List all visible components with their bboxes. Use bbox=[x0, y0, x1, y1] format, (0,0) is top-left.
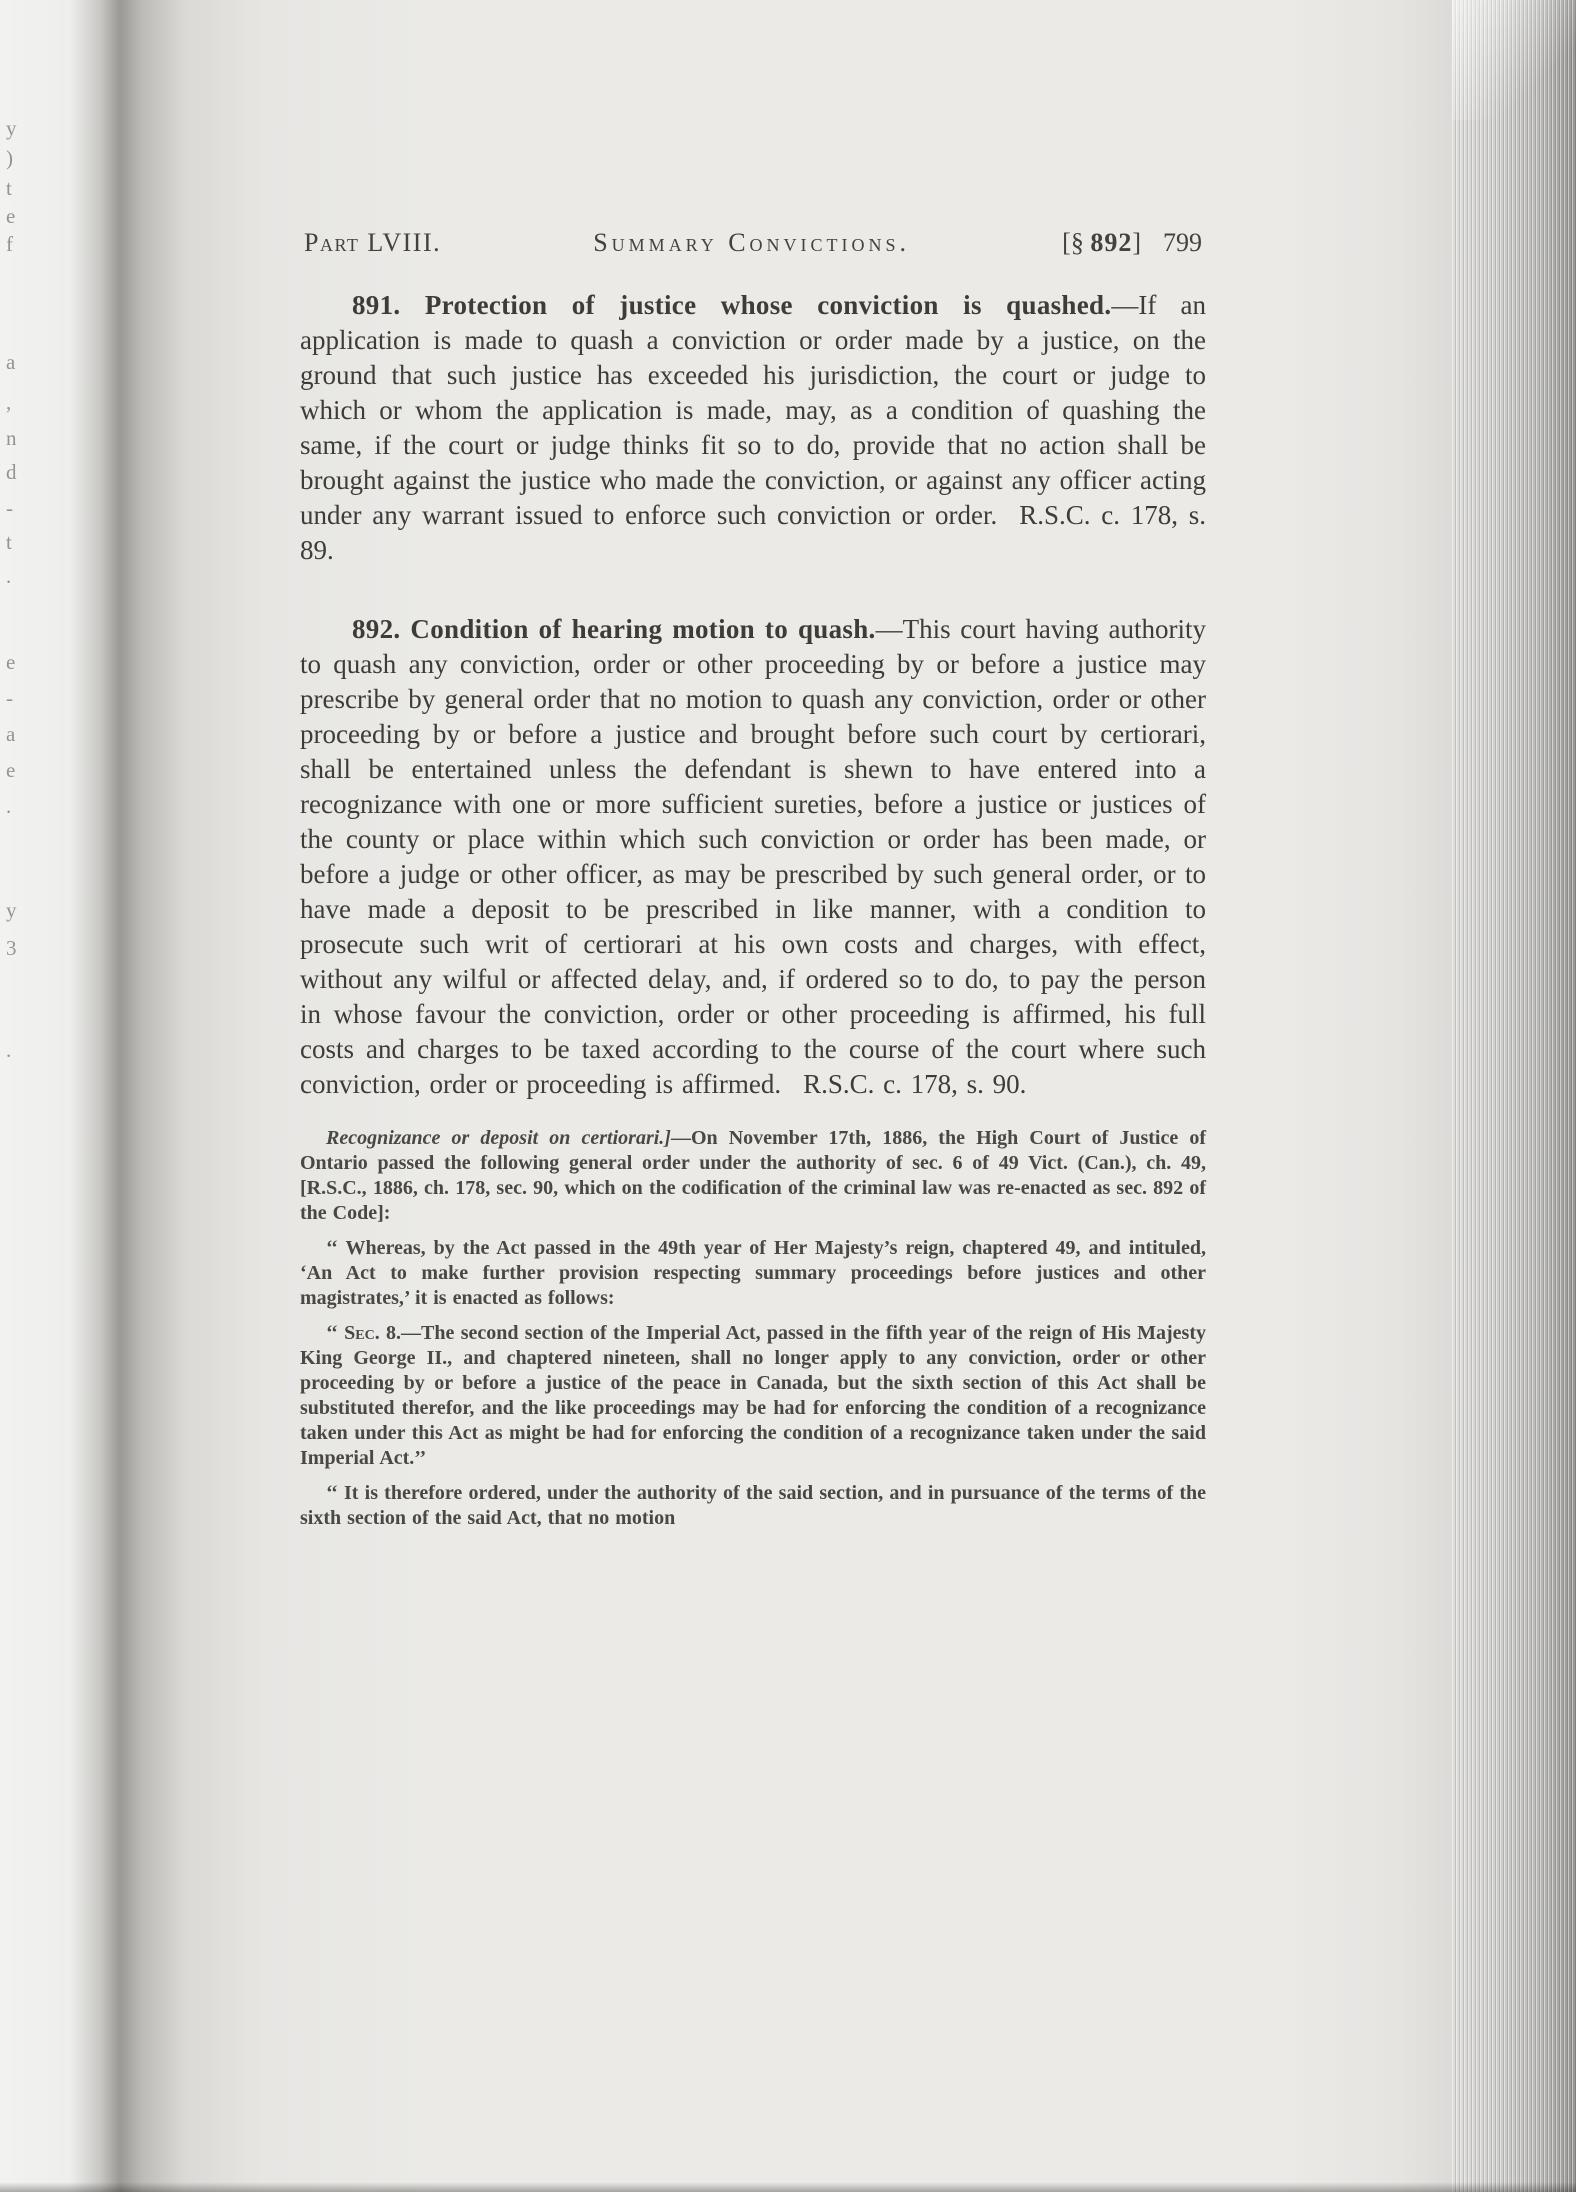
section-reference: [§ 892] 799 bbox=[1062, 228, 1202, 257]
section-reference-number: 892 bbox=[1090, 228, 1133, 257]
chapter-title: Summary Convictions. bbox=[593, 228, 911, 257]
note-whereas bbox=[300, 1236, 1206, 1311]
edge-fragment-char: - bbox=[6, 496, 13, 520]
section-891-number: 891. bbox=[352, 290, 401, 320]
section-891-citation: R.S.C. c. 178, s. 89. bbox=[300, 500, 1206, 565]
note-recognizance bbox=[300, 1126, 1206, 1226]
note-recognizance-lead: Recognizance or deposit on certiorari.] bbox=[326, 1127, 671, 1149]
note-whereas-text: ‘‘ Whereas, by the Act passed in the 49th year of Her Majesty’s reign, chaptered 49, and intituled, ‘An Act to make further provision respecting summary proceedings before justices and other magistrates,’ it is enacted as follows: bbox=[300, 1237, 1206, 1309]
note-recognizance-text: —On November 17th, 1886, the High Court of Justice of Ontario passed the following general order under the authority of sec. 6 of 49 Vict. (Can.), ch. 49, [R.S.C., 1886, ch. 178, sec. 90, which on the codification of the criminal law was re-enacted as sec. 892 of the Code]: bbox=[300, 1127, 1207, 1224]
section-paragraph-891 bbox=[300, 288, 1206, 568]
section-892-heading: Condition of hearing motion to quash. bbox=[410, 614, 876, 644]
section-892-citation: R.S.C. c. 178, s. 90. bbox=[803, 1069, 1027, 1099]
note-sec-8 bbox=[300, 1321, 1206, 1471]
section-892-number: 892. bbox=[352, 614, 401, 644]
section-paragraph-892 bbox=[300, 612, 1206, 1102]
edge-fragment-char: , bbox=[6, 390, 12, 414]
edge-fragment-char: f bbox=[6, 232, 13, 256]
edge-fragment-char: t bbox=[6, 176, 12, 200]
edge-fragment-char: y bbox=[6, 116, 17, 140]
section-892-body: —This court having authority to quash any conviction, order or other proceeding by or before a justice may prescribe by general order that no motion to quash any conviction, order or other proceeding by or before a justice and brought before such court by certiorari, shall be entertained unless the defendant is shewn to have entered into a recognizance with one or more sufficient sureties, before a justice or justices of the county or place within which such conviction or order has been made, or before a judge or other officer, as may be prescribed by such general order, or to have made a deposit to be prescribed in like manner, with a condition to prosecute such writ of certiorari at his own costs and charges, with effect, without any wilful or affected delay, and, if ordered so to do, to pay the person in whose favour the conviction, order or other proceeding is affirmed, his full costs and charges to be taxed according to the course of the court where such conviction, order or proceeding is affirmed. bbox=[300, 614, 1206, 1099]
section-891-heading: Protection of justice whose conviction is quashed. bbox=[424, 290, 1112, 320]
note-sec-8-text: —The second section of the Imperial Act, passed in the fifth year of the reign of His Majesty King George II., and chaptered nineteen, shall no longer apply to any conviction, order or other proceeding by or before a justice of the peace in Canada, but the sixth section of this Act shall be substituted therefor, and the like proceedings may be had for enforcing the condition of a recognizance taken under this Act as might be had for enforcing the condition of a recognizance taken under the said Imperial Act.’’ bbox=[300, 1322, 1206, 1469]
printed-text-column bbox=[300, 228, 1206, 1531]
edge-fragment-char: a bbox=[6, 350, 16, 374]
edge-fragment-char: 3 bbox=[6, 936, 17, 960]
section-891-lead bbox=[352, 290, 1111, 320]
note-therefore-ordered bbox=[300, 1481, 1206, 1531]
edge-fragment-char: e bbox=[6, 758, 16, 782]
note-sec-8-lead: ‘‘ Sec. 8. bbox=[326, 1322, 402, 1344]
edge-fragment-char: t bbox=[6, 530, 12, 554]
edge-fragment-char: n bbox=[6, 426, 17, 450]
section-891-body: —If an application is made to quash a conviction or order made by a justice, on the ground that such justice has exceeded his jurisdiction, the court or judge to which or whom the application is made, may, as a condition of quashing the same, if the court or judge thinks fit so to do, provide that no action shall be brought against the justice who made the conviction, or against any officer acting under any warrant issued to enforce such conviction or order. bbox=[300, 290, 1206, 530]
edge-fragment-char: a bbox=[6, 722, 16, 746]
annotation-notes bbox=[300, 1126, 1206, 1531]
edge-fragment-char: . bbox=[6, 794, 12, 818]
edge-fragment-char: - bbox=[6, 686, 13, 710]
part-label: Part LVIII. bbox=[304, 228, 442, 257]
section-892-lead bbox=[352, 614, 876, 644]
edge-fragment-char: . bbox=[6, 564, 12, 588]
edge-fragment-char: e bbox=[6, 204, 16, 228]
edge-fragment-char: ) bbox=[6, 146, 13, 170]
scan-bottom-shadow bbox=[0, 2182, 1576, 2192]
page-number: 799 bbox=[1163, 228, 1202, 257]
note-therefore-ordered-text: ‘‘ It is therefore ordered, under the authority of the said section, and in pursuance of the terms of the sixth section of the said Act, that no motion bbox=[300, 1482, 1206, 1529]
edge-fragment-char: . bbox=[6, 1038, 12, 1062]
edge-fragment-char: e bbox=[6, 650, 16, 674]
page-edge-stack bbox=[1452, 0, 1576, 2192]
running-header bbox=[300, 228, 1206, 258]
edge-fragment-char: y bbox=[6, 898, 17, 922]
edge-fragment-char: d bbox=[6, 460, 17, 484]
